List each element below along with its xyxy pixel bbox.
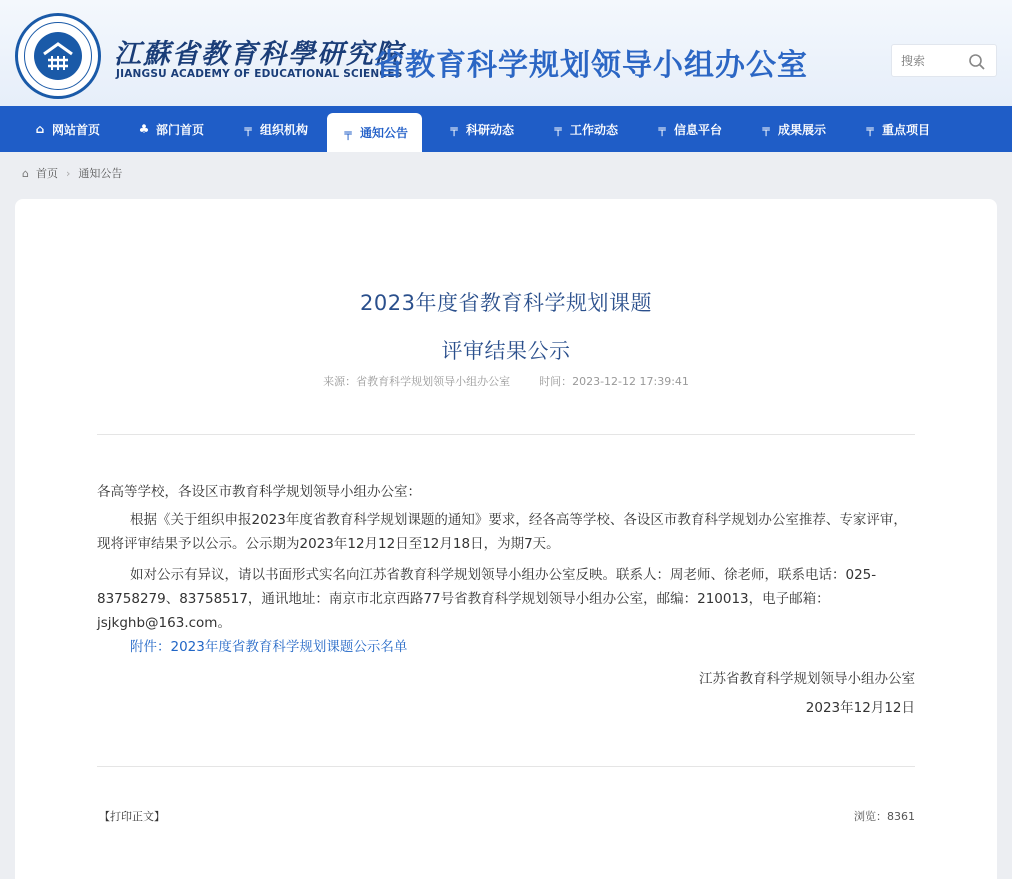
time-value: 2023-12-12 17:39:41: [572, 375, 689, 388]
nav-item-achievements[interactable]: [759, 106, 826, 152]
dot-icon: ╤: [762, 122, 770, 136]
salutation: 各高等学校，各设区市教育科学规划领导小组办公室：: [97, 484, 421, 500]
search-icon[interactable]: [968, 53, 986, 71]
dot-icon: ╤: [344, 125, 352, 140]
nav-item-research-news[interactable]: [447, 106, 514, 152]
breadcrumb-separator: ›: [65, 166, 71, 180]
nav-item-label: 组织机构: [260, 122, 309, 137]
nav-item-label: 网站首页: [52, 122, 101, 137]
view-count: [854, 808, 915, 824]
dot-icon: ╤: [866, 122, 874, 136]
nav-item-key-projects[interactable]: [863, 106, 930, 152]
nav-item-label: 工作动态: [570, 122, 619, 137]
academy-logo[interactable]: [15, 13, 101, 99]
main-nav: [0, 106, 1012, 152]
nav-item-label: 成果展示: [778, 122, 827, 137]
signature-org: 江苏省教育科学规划领导小组办公室: [699, 671, 915, 687]
nav-item-home[interactable]: [33, 106, 100, 152]
nav-item-info-platform[interactable]: [655, 106, 722, 152]
dot-icon: ╤: [554, 122, 562, 136]
office-title: 省教育科学规划领导小组办公室: [374, 48, 808, 83]
search-box: [891, 44, 997, 77]
org-icon: ♣: [138, 122, 150, 136]
breadcrumb: [22, 165, 122, 181]
time-label: 时间：: [539, 375, 573, 388]
site-header: [0, 0, 1012, 106]
nav-item-organization[interactable]: [241, 106, 308, 152]
search-input[interactable]: [901, 52, 961, 70]
breadcrumb-current[interactable]: 通知公告: [78, 167, 123, 180]
nav-item-work-news[interactable]: [551, 106, 618, 152]
views-label: 浏览：: [854, 810, 887, 823]
dot-icon: ╤: [244, 122, 252, 136]
article-title-line1: 2023年度省教育科学规划课题: [360, 291, 652, 315]
divider: [97, 434, 915, 435]
nav-item-label: 通知公告: [360, 126, 409, 140]
views-value: 8361: [887, 810, 915, 823]
nav-item-label: 部门首页: [156, 122, 205, 137]
dot-icon: ╤: [450, 122, 458, 136]
nav-item-dept-home[interactable]: [137, 106, 204, 152]
institution-name-cn: 江蘇省教育科學研究院: [114, 39, 404, 70]
nav-item-label: 信息平台: [674, 122, 723, 137]
logo-building-icon: [34, 32, 82, 80]
nav-item-label: 重点项目: [882, 122, 931, 137]
breadcrumb-home[interactable]: 首页: [35, 167, 58, 180]
nav-item-label: 科研动态: [466, 122, 515, 137]
article-card: [15, 199, 997, 879]
home-icon: ⌂: [22, 166, 29, 180]
home-icon: ⌂: [35, 122, 45, 136]
nav-item-notices[interactable]: [327, 113, 422, 152]
article-title-line2: 评审结果公示: [441, 339, 571, 363]
paragraph-1: 根据《关于组织申报2023年度省教育科学规划课题的通知》要求，经各高等学校、各设区市教育科学规划办公室推荐、专家评审，现将评审结果予以公示。公示期为2023年12月12日至12月18日，为期7天。: [97, 512, 907, 552]
print-button[interactable]: 【打印正文】: [99, 810, 165, 823]
dot-icon: ╤: [658, 122, 666, 136]
institution-name-en: JIANGSU ACADEMY OF EDUCATIONAL SCIENCES: [116, 68, 403, 80]
paragraph-2: 如对公示有异议，请以书面形式实名向江苏省教育科学规划领导小组办公室反映。联系人：周老师、徐老师，联系电话：025-83758279、83758517，通讯地址：南京市北京西路77号省教育科学规划领导小组办公室，邮编：210013，电子邮箱：jsjkghb@163.com。: [97, 567, 877, 631]
attachment-link[interactable]: 附件：2023年度省教育科学规划课题公示名单: [130, 639, 408, 655]
article-meta: [15, 373, 997, 389]
signature-date: 2023年12月12日: [805, 700, 915, 716]
source-label: 来源：: [323, 375, 357, 388]
source-value: 省教育科学规划领导小组办公室: [356, 375, 511, 388]
divider: [97, 766, 915, 767]
